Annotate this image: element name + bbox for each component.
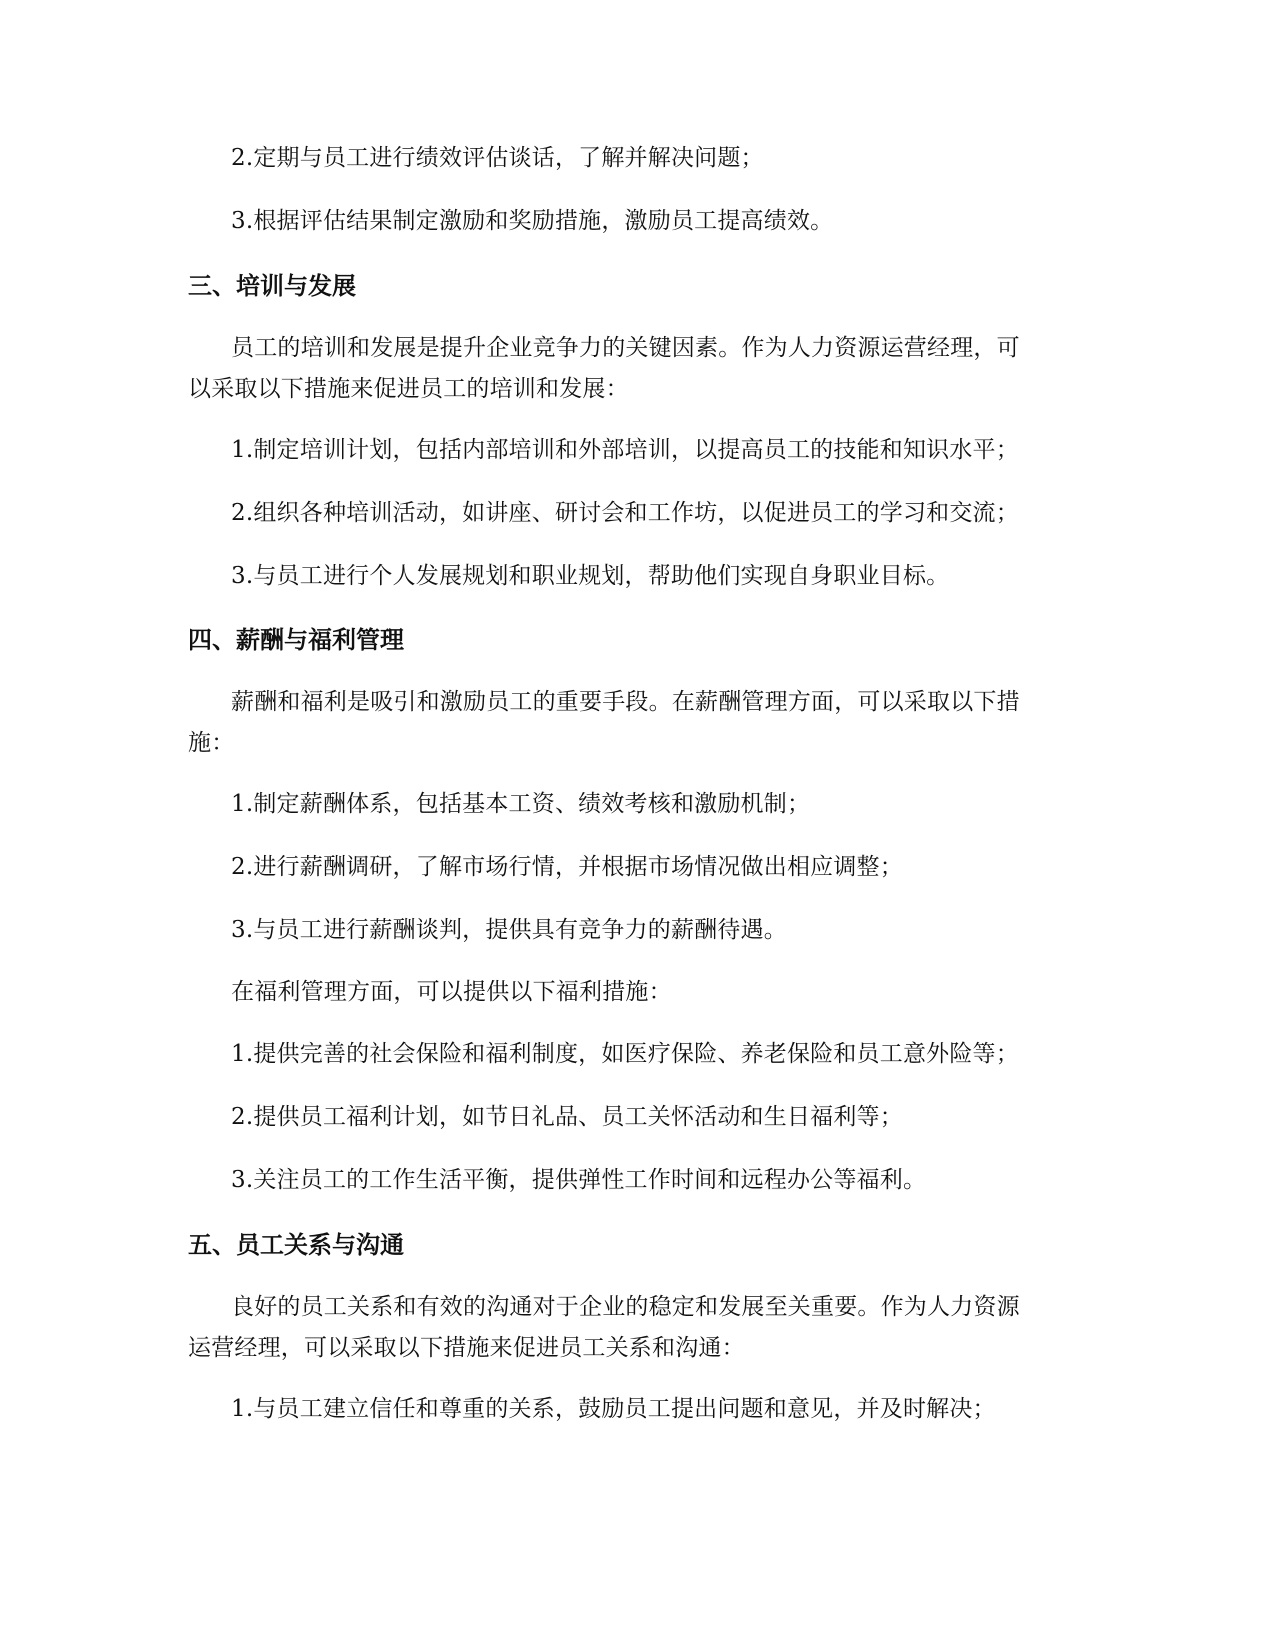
list-item: 3.关注员工的工作生活平衡，提供弹性工作时间和远程办公等福利。 — [231, 1167, 927, 1193]
list-item: 1.提供完善的社会保险和福利制度，如医疗保险、养老保险和员工意外险等； — [231, 1041, 1019, 1067]
paragraph-line: 在福利管理方面，可以提供以下福利措施： — [231, 979, 672, 1005]
list-item: 1.制定薪酬体系，包括基本工资、绩效考核和激励机制； — [231, 791, 811, 817]
paragraph-line: 运营经理，可以采取以下措施来促进员工关系和沟通： — [188, 1335, 745, 1361]
paragraph-line: 薪酬和福利是吸引和激励员工的重要手段。在薪酬管理方面，可以采取以下措 — [231, 689, 1020, 715]
section-heading: 三、培训与发展 — [188, 272, 356, 300]
list-item: 3.根据评估结果制定激励和奖励措施，激励员工提高绩效。 — [231, 208, 834, 234]
list-item: 3.与员工进行薪酬谈判，提供具有竞争力的薪酬待遇。 — [231, 917, 787, 943]
paragraph-line: 以采取以下措施来促进员工的培训和发展： — [188, 376, 629, 402]
paragraph-line: 良好的员工关系和有效的沟通对于企业的稳定和发展至关重要。作为人力资源 — [231, 1294, 1020, 1320]
list-item: 2.提供员工福利计划，如节日礼品、员工关怀活动和生日福利等； — [231, 1104, 903, 1130]
section-heading: 五、员工关系与沟通 — [188, 1231, 404, 1259]
list-item: 2.组织各种培训活动，如讲座、研讨会和工作坊，以促进员工的学习和交流； — [231, 500, 1019, 526]
list-item: 1.制定培训计划，包括内部培训和外部培训，以提高员工的技能和知识水平； — [231, 437, 1019, 463]
paragraph-line: 员工的培训和发展是提升企业竞争力的关键因素。作为人力资源运营经理，可 — [231, 335, 1020, 361]
section-heading: 四、薪酬与福利管理 — [188, 626, 404, 654]
paragraph-line: 施： — [188, 730, 235, 756]
list-item: 2.进行薪酬调研，了解市场行情，并根据市场情况做出相应调整； — [231, 854, 903, 880]
list-item: 2.定期与员工进行绩效评估谈话，了解并解决问题； — [231, 145, 764, 171]
list-item: 3.与员工进行个人发展规划和职业规划，帮助他们实现自身职业目标。 — [231, 563, 950, 589]
list-item: 1.与员工建立信任和尊重的关系，鼓励员工提出问题和意见，并及时解决； — [231, 1396, 996, 1422]
